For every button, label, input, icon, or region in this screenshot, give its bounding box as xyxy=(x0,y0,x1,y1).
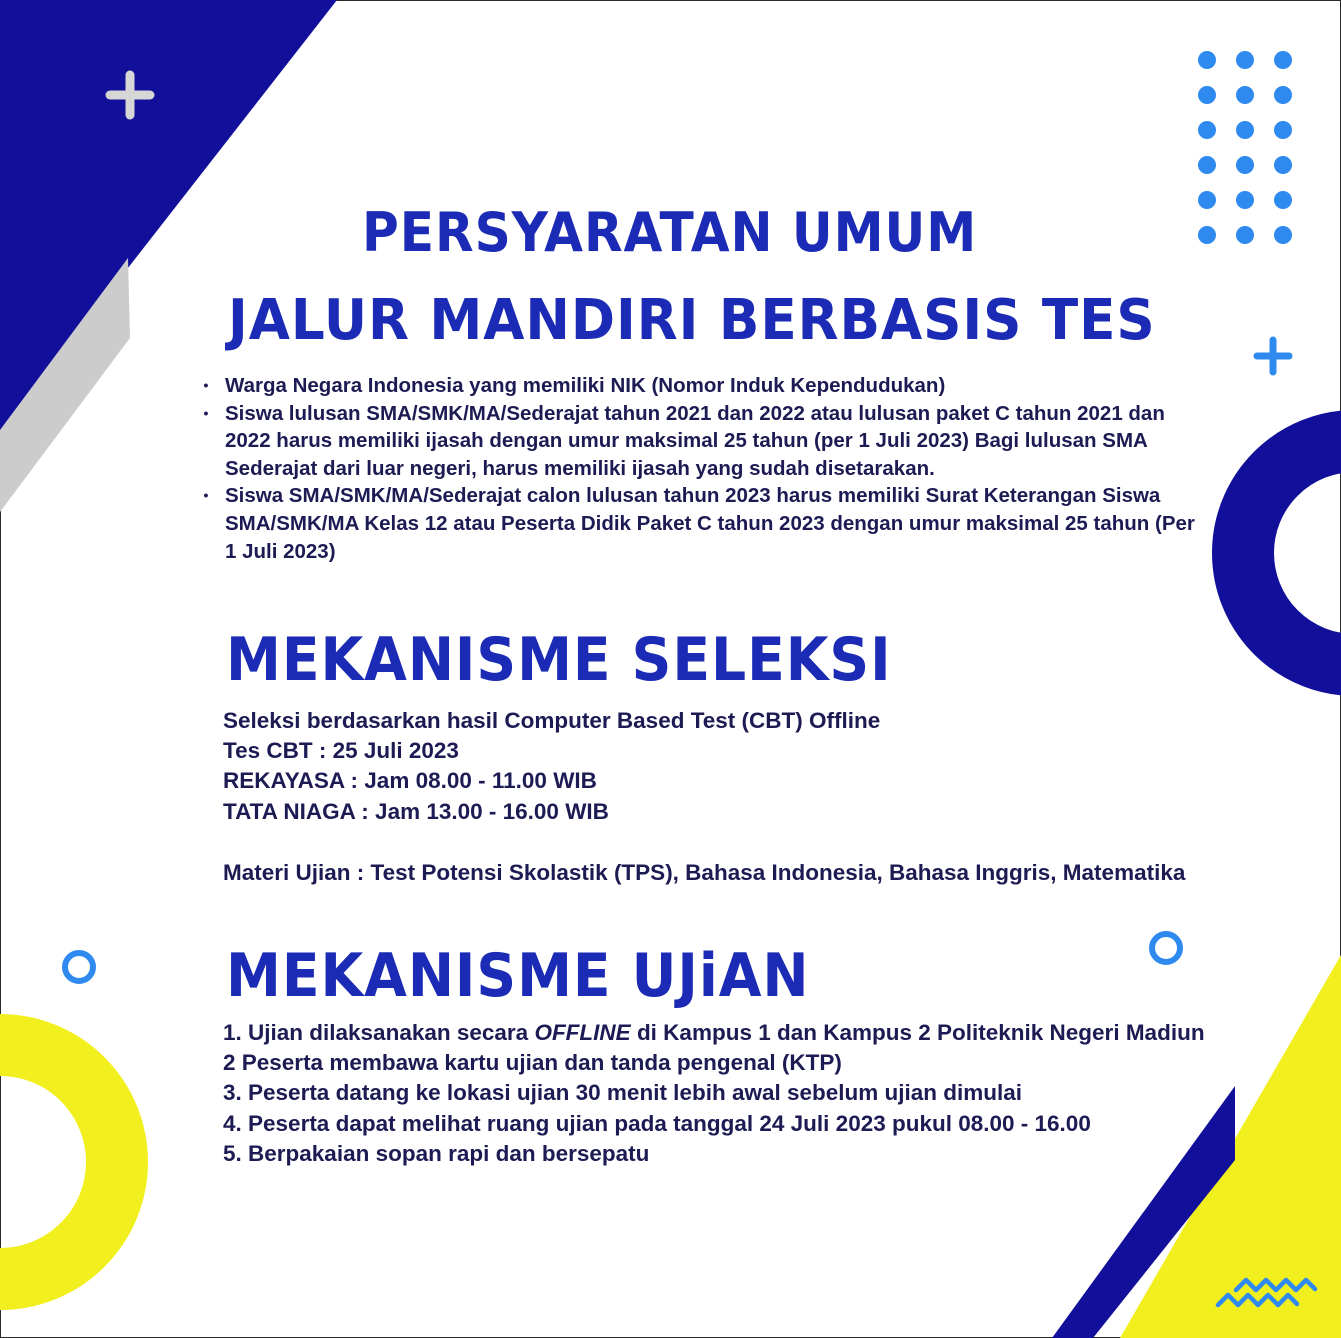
seleksi-line: TATA NIAGA : Jam 13.00 - 16.00 WIB xyxy=(223,798,609,824)
seleksi-line: REKAYASA : Jam 08.00 - 11.00 WIB xyxy=(223,768,597,794)
page-title-line1: PERSYARATAN UMUM xyxy=(362,201,978,264)
seleksi-details xyxy=(223,706,880,827)
page-title-line2: JALUR MANDIRI BERBASIS TES xyxy=(228,288,1156,353)
list-item xyxy=(223,1018,1205,1048)
list-item-text: Siswa SMA/SMK/MA/Sederajat calon lulusan tahun 2023 harus memiliki Surat Keterangan Siswa SMA/SMK/MA Kelas 12 atau Peserta Didik Paket C tahun 2023 dengan umur maksimal 25 tahun (Per 1 Juli 2023) xyxy=(225,484,1195,563)
requirements-list xyxy=(200,372,1200,565)
list-item: 4. Peserta dapat melihat ruang ujian pada tanggal 24 Juli 2023 pukul 08.00 - 16.00 xyxy=(223,1110,1091,1136)
list-item: 2 Peserta membawa kartu ujian dan tanda pengenal (KTP) xyxy=(223,1050,842,1076)
section-heading-seleksi: MEKANISME SELEKSI xyxy=(226,625,892,695)
list-item xyxy=(200,482,1200,565)
list-item-text: Warga Negara Indonesia yang memiliki NIK (Nomor Induk Kependudukan) xyxy=(225,374,946,397)
list-item xyxy=(200,372,1200,400)
offline-emphasis: OFFLINE xyxy=(534,1020,631,1045)
circle-outline-icon xyxy=(65,953,93,981)
plus-icon xyxy=(1257,340,1289,372)
list-item-text: di Kampus 1 dan Kampus 2 Politeknik Negeri Madiun xyxy=(630,1020,1205,1045)
materi-ujian xyxy=(223,858,1185,888)
list-item-text: Siswa lulusan SMA/SMK/MA/Sederajat tahun 2021 dan 2022 atau lulusan paket C tahun 2021 dan 2022 harus memiliki ijasah dengan umur maksimal 25 tahun (per 1 Juli 2023) Bagi lulusan SMA Sederajat dari luar negeri, harus memiliki ijasah yang sudah disetarakan. xyxy=(225,401,1165,480)
bullet-icon: • xyxy=(203,487,209,504)
bullet-icon: • xyxy=(203,377,209,393)
ring-decoration-navy xyxy=(1243,441,1341,665)
ujian-list xyxy=(223,1018,1205,1169)
dot-grid-decoration xyxy=(1198,51,1292,244)
list-item xyxy=(200,400,1200,483)
section-heading-ujian: MEKANISME UJiAN xyxy=(226,941,810,1011)
materi-line: Materi Ujian : Test Potensi Skolastik (TPS), Bahasa Indonesia, Bahasa Inggris, Matematika xyxy=(223,860,1186,885)
ring-decoration-yellow xyxy=(0,1045,117,1279)
bullet-icon: • xyxy=(203,404,209,421)
list-item: 3. Peserta datang ke lokasi ujian 30 menit lebih awal sebelum ujian dimulai xyxy=(223,1080,1023,1106)
list-item: 5. Berpakaian sopan rapi dan bersepatu xyxy=(223,1140,650,1166)
list-item-text: 1. Ujian dilaksanakan secara xyxy=(223,1020,535,1045)
seleksi-line: Seleksi berdasarkan hasil Computer Based Test (CBT) Offline xyxy=(223,708,881,733)
circle-outline-icon xyxy=(1152,934,1180,962)
seleksi-line: Tes CBT : 25 Juli 2023 xyxy=(223,738,459,764)
